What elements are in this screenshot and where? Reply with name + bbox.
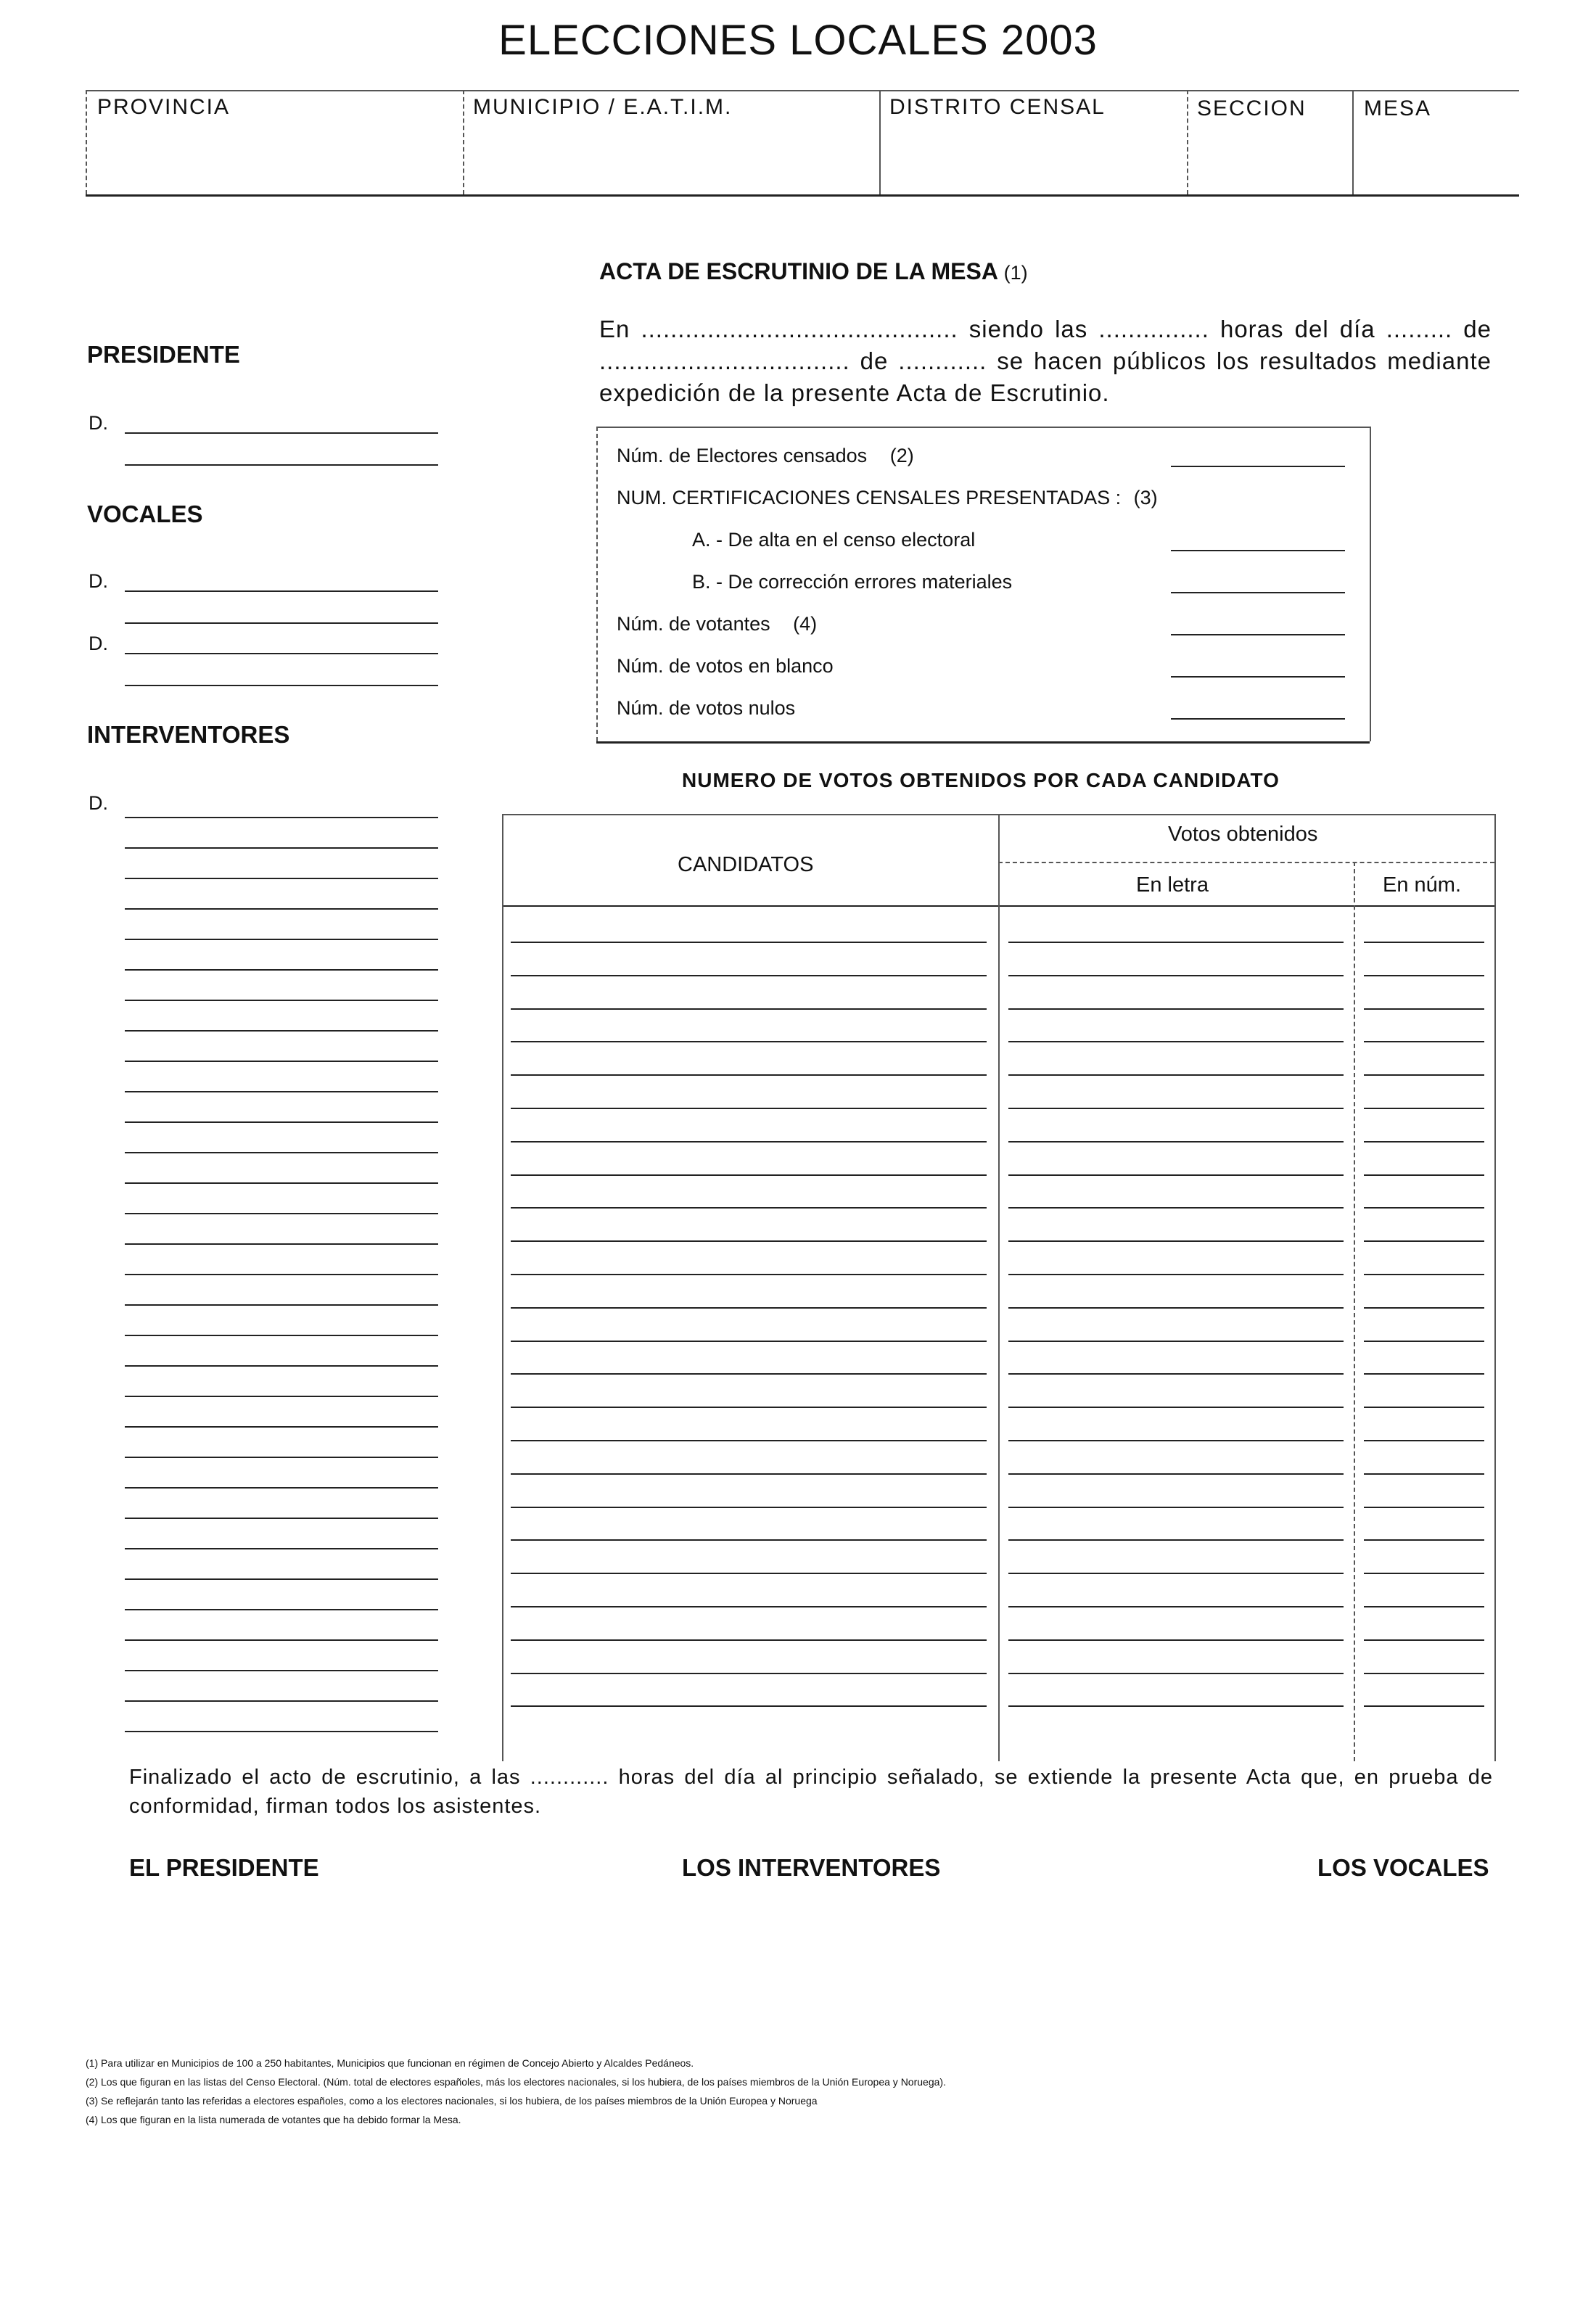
correccion-label: B. - De corrección errores materiales: [692, 571, 1013, 593]
interventor-line: [125, 1426, 438, 1428]
acta-title-note: (1): [1003, 262, 1028, 284]
vote-row-letra-line: [1008, 1041, 1344, 1042]
vote-row-letra-line: [1008, 1307, 1344, 1309]
vote-row-candidate-line: [511, 1240, 987, 1242]
votantes-note: (4): [793, 613, 818, 635]
presidente-signature-line: [125, 432, 438, 434]
vote-row-num-line: [1364, 1639, 1484, 1641]
interventor-line: [125, 939, 438, 940]
vote-row-candidate-line: [511, 1041, 987, 1042]
interventor-line: [125, 969, 438, 971]
vote-row-letra-line: [1008, 1473, 1344, 1475]
presidente-heading: PRESIDENTE: [87, 341, 240, 368]
alta-value-line: [1171, 550, 1345, 551]
vote-row-candidate-line: [511, 1639, 987, 1641]
vote-row-letra-line: [1008, 942, 1344, 943]
seccion-label: SECCION: [1197, 96, 1307, 120]
presidente-d-label: D.: [89, 412, 108, 434]
electores-value-line: [1171, 466, 1345, 467]
vote-row-letra-line: [1008, 1008, 1344, 1010]
footnote-4: (4) Los que figuran en la lista numerada de votantes que ha debido formar la Mesa.: [86, 2114, 461, 2125]
vote-row-candidate-line: [511, 1341, 987, 1342]
vote-row-num-line: [1364, 1573, 1484, 1574]
interventor-line: [125, 1365, 438, 1367]
interventor-line: [125, 878, 438, 879]
vote-row-num-line: [1364, 1074, 1484, 1076]
vote-row-candidate-line: [511, 1705, 987, 1707]
interventor-d-label: D.: [89, 792, 108, 814]
vote-row-num-line: [1364, 1174, 1484, 1176]
vote-row-letra-line: [1008, 1341, 1344, 1342]
vote-row-num-line: [1364, 1473, 1484, 1475]
presidente-signature-line-2: [125, 464, 438, 466]
votos-obtenidos-header: Votos obtenidos: [1168, 823, 1318, 846]
vote-row-letra-line: [1008, 1207, 1344, 1209]
interventor-line: [125, 817, 438, 818]
vote-row-candidate-line: [511, 1074, 987, 1076]
nulos-label: Núm. de votos nulos: [617, 697, 796, 719]
vote-row-letra-line: [1008, 975, 1344, 976]
signature-presidente: EL PRESIDENTE: [129, 1854, 319, 1881]
vote-row-candidate-line: [511, 1174, 987, 1176]
vocal-1-line-2: [125, 622, 438, 624]
signature-interventores: LOS INTERVENTORES: [682, 1854, 941, 1881]
vote-row-num-line: [1364, 1341, 1484, 1342]
vote-row-letra-line: [1008, 1240, 1344, 1242]
vocal-1-d-label: D.: [89, 570, 108, 592]
certificaciones-label: [617, 487, 1158, 509]
electores-note: (2): [889, 445, 914, 466]
vote-row-letra-line: [1008, 1606, 1344, 1607]
footnote-1: (1) Para utilizar en Municipios de 100 a 250 habitantes, Municipios que funcionan en régimen de Concejo Abierto y Alcaldes Pedáneos.: [86, 2057, 694, 2069]
vote-row-candidate-line: [511, 1573, 987, 1574]
votes-title: NUMERO DE VOTOS OBTENIDOS POR CADA CANDIDATO: [682, 769, 1280, 791]
signature-vocales: LOS VOCALES: [1317, 1854, 1489, 1881]
acta-intro: [599, 313, 1492, 409]
vote-row-letra-line: [1008, 1074, 1344, 1076]
mesa-label: MESA: [1364, 96, 1432, 120]
document-title: ELECCIONES LOCALES 2003: [498, 17, 1098, 64]
vote-row-num-line: [1364, 1108, 1484, 1109]
footnote-3: (3) Se reflejarán tanto las referidas a electores españoles, como a los electores nacionales, si los hubiera, de los países miembros de la Unión Europea y Noruega: [86, 2095, 818, 2107]
closing-text: Finalizado el acto de escrutinio, a las ............ horas del día al principio señalado, se extiende la presente Acta que, en prueba de conformidad, firman todos los asistentes.: [129, 1766, 1493, 1818]
vote-row-letra-line: [1008, 1539, 1344, 1541]
vote-row-num-line: [1364, 1606, 1484, 1607]
vote-row-num-line: [1364, 1673, 1484, 1674]
interventor-line: [125, 1152, 438, 1153]
vote-row-num-line: [1364, 1407, 1484, 1408]
vote-row-num-line: [1364, 1008, 1484, 1010]
certificaciones-note: (3): [1133, 487, 1158, 509]
vote-row-letra-line: [1008, 1440, 1344, 1441]
interventor-line: [125, 1548, 438, 1549]
vote-row-candidate-line: [511, 1539, 987, 1541]
electores-label: [617, 445, 914, 467]
vote-row-num-line: [1364, 1041, 1484, 1042]
blanco-label: Núm. de votos en blanco: [617, 655, 834, 677]
vote-row-candidate-line: [511, 1673, 987, 1674]
vote-row-num-line: [1364, 975, 1484, 976]
interventor-line: [125, 1121, 438, 1123]
distrito-label: DISTRITO CENSAL: [889, 95, 1106, 119]
interventor-line: [125, 1274, 438, 1275]
vote-row-letra-line: [1008, 1573, 1344, 1574]
vote-row-letra-line: [1008, 1174, 1344, 1176]
vote-row-letra-line: [1008, 1407, 1344, 1408]
interventor-line: [125, 1518, 438, 1519]
vote-row-candidate-line: [511, 1207, 987, 1209]
interventor-line: [125, 1396, 438, 1397]
vote-row-candidate-line: [511, 1507, 987, 1508]
vote-row-num-line: [1364, 1440, 1484, 1441]
vote-row-num-line: [1364, 942, 1484, 943]
vote-row-candidate-line: [511, 1606, 987, 1607]
vote-row-num-line: [1364, 1274, 1484, 1275]
interventor-line: [125, 847, 438, 849]
vote-row-num-line: [1364, 1373, 1484, 1375]
vote-row-num-line: [1364, 1307, 1484, 1309]
interventor-line: [125, 1335, 438, 1336]
interventor-line: [125, 1091, 438, 1092]
provincia-label: PROVINCIA: [97, 95, 231, 119]
interventor-line: [125, 1578, 438, 1580]
electores-text: Núm. de Electores censados: [617, 445, 868, 466]
vote-row-num-line: [1364, 1240, 1484, 1242]
candidatos-header: CANDIDATOS: [678, 853, 814, 876]
interventor-line: [125, 908, 438, 910]
vocal-2-d-label: D.: [89, 633, 108, 654]
correccion-value-line: [1171, 592, 1345, 593]
interventor-line: [125, 1670, 438, 1671]
interventor-line: [125, 1609, 438, 1610]
votantes-label: [617, 613, 817, 635]
acta-intro-line-2: .................................. de ............ se hacen públicos los resultados mediante: [599, 347, 1492, 374]
vote-row-letra-line: [1008, 1507, 1344, 1508]
vote-row-num-line: [1364, 1207, 1484, 1209]
interventor-line: [125, 1243, 438, 1245]
interventor-line: [125, 1000, 438, 1001]
vote-row-candidate-line: [511, 1274, 987, 1275]
interventor-line: [125, 1487, 438, 1489]
votantes-text: Núm. de votantes: [617, 613, 770, 635]
alta-label: A. - De alta en el censo electoral: [692, 529, 976, 551]
vote-row-candidate-line: [511, 1008, 987, 1010]
vote-row-num-line: [1364, 1705, 1484, 1707]
vote-row-candidate-line: [511, 1407, 987, 1408]
vocal-1-line: [125, 590, 438, 592]
nulos-value-line: [1171, 718, 1345, 720]
vote-row-num-line: [1364, 1141, 1484, 1143]
interventor-line: [125, 1700, 438, 1702]
interventor-line: [125, 1639, 438, 1641]
vote-row-letra-line: [1008, 1673, 1344, 1674]
vote-row-letra-line: [1008, 1141, 1344, 1143]
vote-row-candidate-line: [511, 1307, 987, 1309]
vote-row-candidate-line: [511, 1141, 987, 1143]
vocal-2-line-2: [125, 685, 438, 686]
vote-row-letra-line: [1008, 1108, 1344, 1109]
interventor-line: [125, 1061, 438, 1062]
interventor-line: [125, 1213, 438, 1214]
interventor-line: [125, 1731, 438, 1732]
vote-row-letra-line: [1008, 1705, 1344, 1707]
en-num-header: En núm.: [1383, 873, 1461, 897]
footnote-2: (2) Los que figuran en las listas del Censo Electoral. (Núm. total de electores españoles, más los electores nacionales, si los hubiera, de los países miembros de la Unión Europea y Noruega).: [86, 2076, 946, 2088]
certificaciones-text: NUM. CERTIFICACIONES CENSALES PRESENTADAS :: [617, 487, 1122, 509]
vote-row-candidate-line: [511, 975, 987, 976]
municipio-label: MUNICIPIO / E.A.T.I.M.: [473, 95, 733, 119]
en-letra-header: En letra: [1136, 873, 1209, 897]
vocal-2-line: [125, 653, 438, 654]
votantes-value-line: [1171, 634, 1345, 635]
vote-row-candidate-line: [511, 1473, 987, 1475]
vote-row-letra-line: [1008, 1639, 1344, 1641]
vote-row-num-line: [1364, 1539, 1484, 1541]
acta-title: [599, 258, 1028, 285]
vote-row-candidate-line: [511, 1108, 987, 1109]
interventor-line: [125, 1030, 438, 1032]
acta-intro-line-3: expedición de la presente Acta de Escrutinio.: [599, 379, 1110, 406]
blanco-value-line: [1171, 676, 1345, 678]
acta-intro-line-1: En ........................................... siendo las ............... horas del día ......... de: [599, 316, 1492, 342]
vote-row-letra-line: [1008, 1274, 1344, 1275]
interventores-heading: INTERVENTORES: [87, 721, 290, 748]
vote-row-candidate-line: [511, 1373, 987, 1375]
interventor-line: [125, 1304, 438, 1306]
vote-row-candidate-line: [511, 942, 987, 943]
vote-row-num-line: [1364, 1507, 1484, 1508]
interventor-line: [125, 1457, 438, 1458]
vote-row-letra-line: [1008, 1373, 1344, 1375]
vote-row-candidate-line: [511, 1440, 987, 1441]
acta-title-text: ACTA DE ESCRUTINIO DE LA MESA: [599, 258, 998, 284]
interventor-line: [125, 1182, 438, 1184]
vocales-heading: VOCALES: [87, 501, 203, 527]
